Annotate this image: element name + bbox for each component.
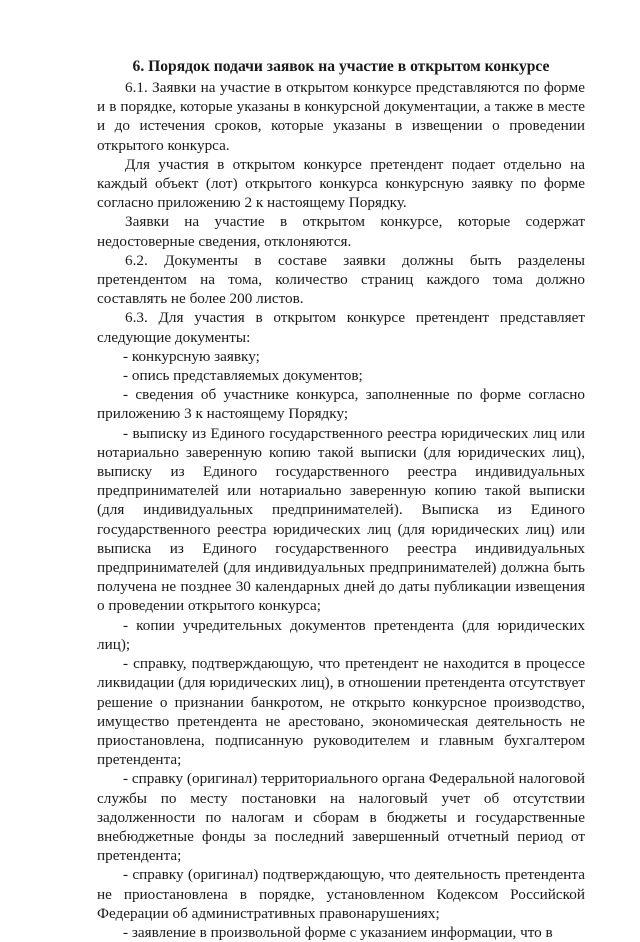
paragraph-participation: Для участия в открытом конкурсе претендент подает отдельно на каждый объект (лот) открытого конкурса конкурсную заявку по форме согласно приложению 2 к настоящему Порядку. [97, 155, 585, 212]
list-item-inventory: - опись представляемых документов; [123, 367, 363, 385]
list-item-statement: - заявление в произвольной форме с указанием информации, что в [123, 923, 553, 941]
list-item-tax-certificate: - справку (оригинал) территориального органа Федеральной налоговой службы по месту постановки на налоговый учет об отсутствии задолженности по налогам и сборам в бюджеты и государственные внебюджетные фонды за последний завершенный отчетный период от претендента; [97, 770, 585, 865]
list-item-activity-certificate: - справку (оригинал) подтверждающую, что деятельность претендента не приостановлена в порядке, установленном Кодексом Российской Федерации об административных правонарушениях; [97, 866, 585, 922]
list-item-liquidation-certificate: - справку, подтверждающую, что претендент не находится в процессе ликвидации (для юридических лиц), в отношении претендента отсутствует решение о признании банкротом, не открыто конкурсное производство, имущество претендента не арестовано, экономическая деятельность не приостановлена, подписанную руководителем и главным бухгалтером претендента; [97, 655, 585, 769]
paragraph-6-1: 6.1. Заявки на участие в открытом конкурсе представляются по форме и в порядке, которые указаны в конкурсной документации, а также в месте и до истечения сроков, которые указаны в извещении о проведении открытого конкурса. [97, 79, 585, 154]
list-item-application: - конкурсную заявку; [123, 347, 260, 365]
paragraph-6-2: 6.2. Документы в составе заявки должны быть разделены претендентом на тома, количество страниц каждого тома должно составлять не более 200 листов. [97, 251, 585, 308]
list-item-registry-extract: - выписку из Единого государственного реестра юридических лиц или нотариально заверенную копию такой выписки (для юридических лиц), выписку из Единого государственного реестра индивидуальных предпринимателей или нотариально заверенную копию такой выписки (для индивидуальных предпринимателей). Выписка из Единого государственного реестра юридических лиц (для юридических лиц) или выписка из Единого государственного реестра индивидуальных предпринимателей (для индивидуальных предпринимателей) должна быть получена не позднее 30 календарных дней до даты публикации извещения о проведении открытого конкурса; [97, 424, 585, 615]
paragraph-6-3: 6.3. Для участия в открытом конкурсе претендент представляет следующие документы: [97, 309, 585, 346]
section-heading: 6. Порядок подачи заявок на участие в открытом конкурсе [132, 58, 550, 75]
list-item-founding-documents: - копии учредительных документов претендента (для юридических лиц); [97, 616, 585, 653]
paragraph-rejection: Заявки на участие в открытом конкурсе, которые содержат недостоверные сведения, отклоняются. [97, 213, 585, 250]
list-item-participant-info: - сведения об участнике конкурса, заполненные по форме согласно приложению 3 к настоящему Порядку; [97, 386, 585, 423]
document-body [97, 57, 585, 942]
